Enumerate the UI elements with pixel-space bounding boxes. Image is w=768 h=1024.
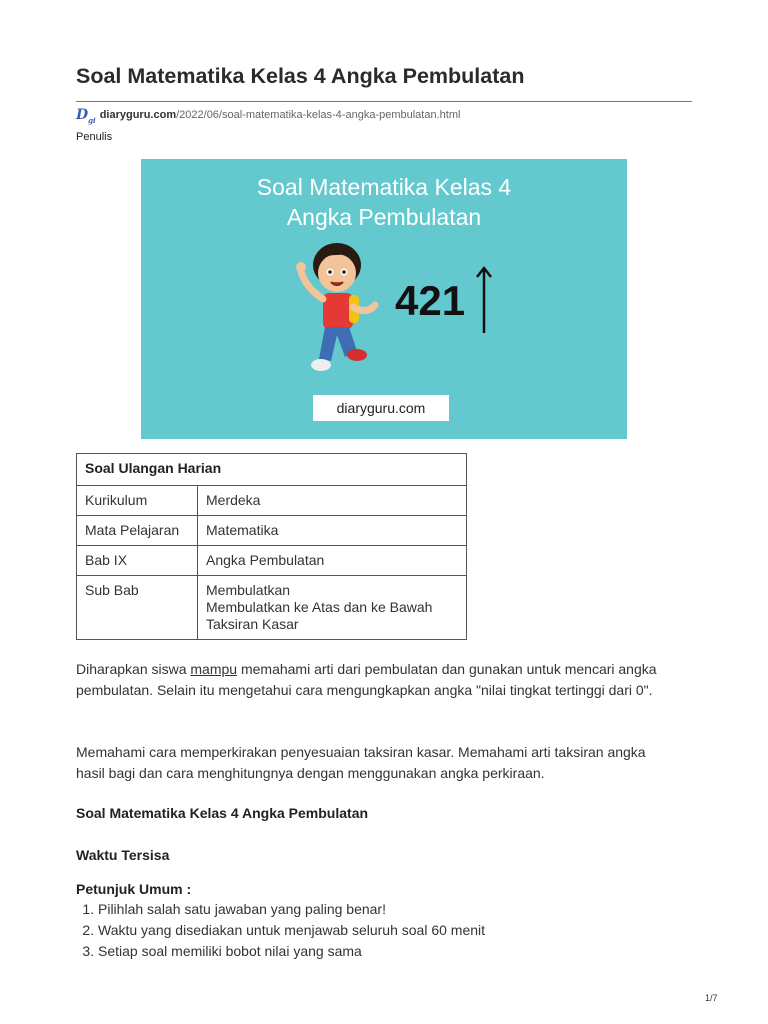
source-domain: diaryguru.com — [99, 109, 177, 121]
page-title: Soal Matematika Kelas 4 Angka Pembulatan — [76, 64, 525, 88]
hero-image — [141, 159, 627, 439]
source-link[interactable] — [100, 109, 461, 121]
hero-title — [141, 172, 627, 232]
mampu-link[interactable]: mampu — [190, 661, 238, 677]
table-row — [77, 486, 467, 516]
sub-bab-item: Taksiran Kasar — [206, 616, 299, 632]
table-key: Kurikulum — [77, 486, 198, 516]
table-row — [77, 516, 467, 546]
section-title: Soal Matematika Kelas 4 Angka Pembulatan — [76, 805, 369, 821]
boy-illustration-icon — [291, 231, 381, 391]
table-header-row — [77, 454, 467, 486]
hero-badge: diaryguru.com — [313, 395, 449, 421]
table-row — [77, 546, 467, 576]
intro-text-before: Diharapkan siswa — [76, 661, 191, 677]
list-item: 1. Pilihlah salah satu jawaban yang paling benar! — [98, 899, 485, 920]
hero-number: 421 — [395, 277, 466, 324]
hero-title-line2: Angka Pembulatan — [286, 204, 482, 230]
arrow-up-icon — [475, 265, 493, 335]
site-favicon-icon: $D_{gi}$ — [76, 107, 96, 125]
table-row — [77, 576, 467, 640]
hero-title-line1: Soal Matematika Kelas 4 — [256, 174, 512, 200]
intro-text-after: memahami arti dari pembulatan dan gunakan untuk mencari angka pembulatan. Selain itu mengetahui cara mengungkapkan angka "nilai tingkat tertinggi dari 0". — [76, 661, 657, 698]
table-value: Matematika — [198, 516, 467, 546]
source-path: /2022/06/soal-matematika-kelas-4-angka-pembulatan.html — [176, 109, 461, 121]
instructions-list — [76, 899, 485, 962]
page-number: 1/7 — [705, 993, 718, 1003]
sub-bab-item: Membulatkan ke Atas dan ke Bawah — [206, 599, 433, 615]
list-item: 2. Waktu yang disediakan untuk menjawab seluruh soal 60 menit — [98, 920, 485, 941]
table-key: Mata Pelajaran — [77, 516, 198, 546]
intro-paragraph — [76, 659, 676, 701]
table-key: Sub Bab — [77, 576, 198, 640]
list-item: 3. Setiap soal memiliki bobot nilai yang sama — [98, 941, 485, 962]
title-divider — [76, 101, 692, 102]
second-paragraph: Memahami cara memperkirakan penyesuaian taksiran kasar. Memahami arti taksiran angka hasil bagi dan cara menghitungnya dengan menggunakan angka perkiraan. — [76, 744, 646, 781]
author-label: Penulis — [76, 131, 113, 143]
source-url[interactable] — [76, 106, 460, 124]
table-value: Angka Pembulatan — [198, 546, 467, 576]
table-value — [198, 576, 467, 640]
table-value: Merdeka — [198, 486, 467, 516]
info-table — [76, 453, 467, 640]
table-key: Bab IX — [77, 546, 198, 576]
time-remaining-label: Waktu Tersisa — [76, 847, 170, 863]
instructions-title: Petunjuk Umum : — [76, 881, 192, 897]
table-header: Soal Ulangan Harian — [77, 454, 467, 486]
sub-bab-item: Membulatkan — [206, 582, 291, 598]
